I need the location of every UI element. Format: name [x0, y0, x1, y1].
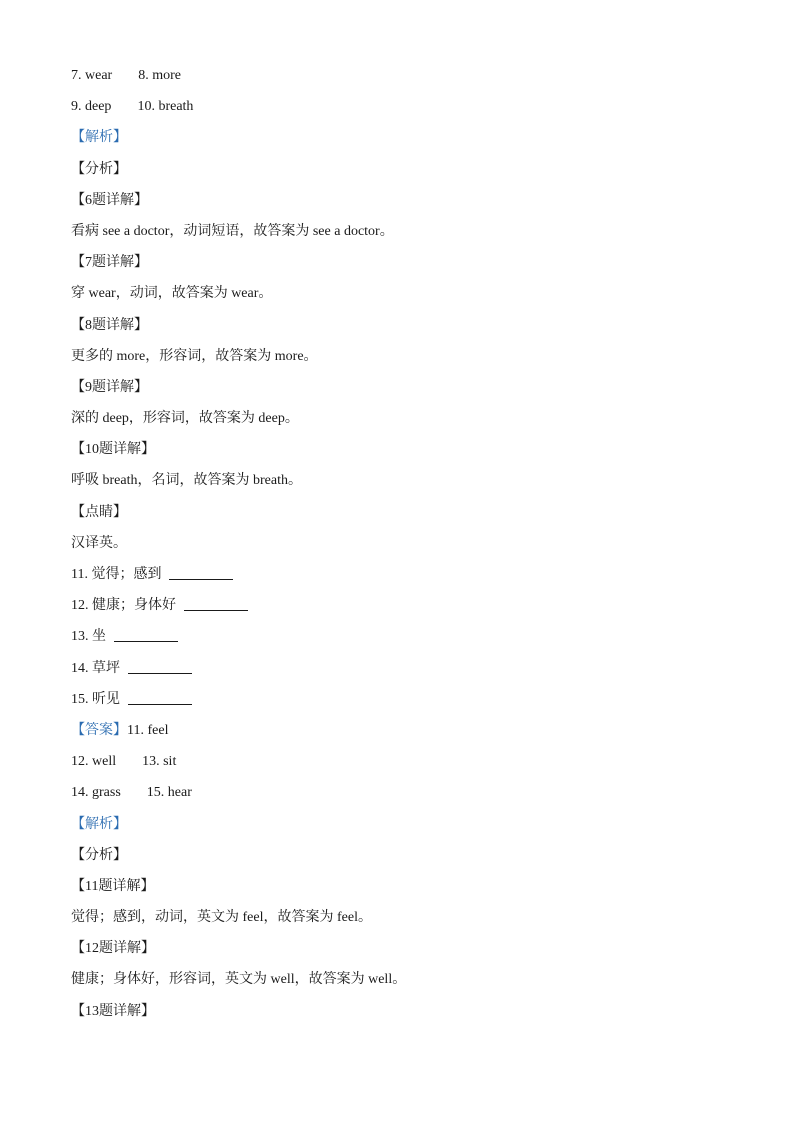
detail-7-head: 【7题详解】: [71, 255, 148, 271]
detail-6-head: 【6题详解】: [71, 192, 148, 208]
answer-blank: [114, 627, 178, 642]
question-15: [71, 686, 731, 717]
answer-row-12-13: [71, 748, 731, 779]
detail-11-head: 【11题详解】: [71, 878, 155, 894]
question-11: [71, 561, 731, 592]
detail-12-body: 健康；身体好，形容词，英文为 well，故答案为 well。: [71, 972, 407, 988]
question-12-text: 12. 健康；身体好: [71, 598, 176, 614]
question-12: [71, 592, 731, 623]
detail-10-head: 【10题详解】: [71, 442, 155, 458]
answer-blank: [128, 690, 192, 705]
answer-13: 13. sit: [142, 754, 177, 770]
answer-7: 7. wear: [71, 68, 113, 83]
dianjing-label: 【点睛】: [71, 504, 127, 520]
detail-10-body: 呼吸 breath，名词，故答案为 breath。: [71, 473, 302, 489]
answer-row-9-10: [71, 93, 731, 124]
question-14-text: 14. 草坪: [71, 660, 120, 676]
question-15-text: 15. 听见: [71, 691, 120, 707]
dianjing-text: 汉译英。: [71, 535, 127, 551]
answer-blank: [169, 565, 233, 580]
answer-14: 14. grass: [71, 785, 121, 801]
answer-9: 9. deep: [71, 99, 112, 115]
analysis-label: 【解析】: [71, 130, 127, 146]
detail-9-head: 【9题详解】: [71, 379, 148, 395]
detail-8-head: 【8题详解】: [71, 317, 148, 333]
detail-13-head: 【13题详解】: [71, 1003, 155, 1019]
answer-12: 12. well: [71, 754, 117, 770]
question-13-text: 13. 坐: [71, 629, 106, 645]
answer-label: 【答案】: [71, 722, 127, 738]
question-14: [71, 655, 731, 686]
answer-blank: [128, 659, 192, 674]
fenxi-label-2: 【分析】: [71, 847, 127, 863]
analysis-label-2: 【解析】: [71, 816, 127, 832]
detail-7-body: 穿 wear，动词，故答案为 wear。: [71, 286, 273, 302]
answer-row-11: [71, 717, 731, 748]
question-13: [71, 623, 731, 654]
detail-8-body: 更多的 more，形容词，故答案为 more。: [71, 348, 318, 364]
detail-11-body: 觉得；感到，动词，英文为 feel，故答案为 feel。: [71, 910, 372, 926]
answer-blank: [184, 596, 248, 611]
answer-8: 8. more: [138, 68, 181, 83]
answer-row-14-15: [71, 779, 731, 810]
question-11-text: 11. 觉得；感到: [71, 567, 162, 582]
answer-10: 10. breath: [137, 99, 194, 115]
detail-9-body: 深的 deep，形容词，故答案为 deep。: [71, 411, 299, 427]
answer-15: 15. hear: [146, 785, 192, 801]
answer-11: 11. feel: [127, 722, 169, 738]
detail-12-head: 【12题详解】: [71, 941, 155, 957]
fenxi-label: 【分析】: [71, 161, 127, 177]
answer-row-7-8: [71, 62, 731, 93]
detail-6-body: 看病 see a doctor，动词短语，故答案为 see a doctor。: [71, 223, 394, 239]
document-page: [71, 62, 731, 1029]
